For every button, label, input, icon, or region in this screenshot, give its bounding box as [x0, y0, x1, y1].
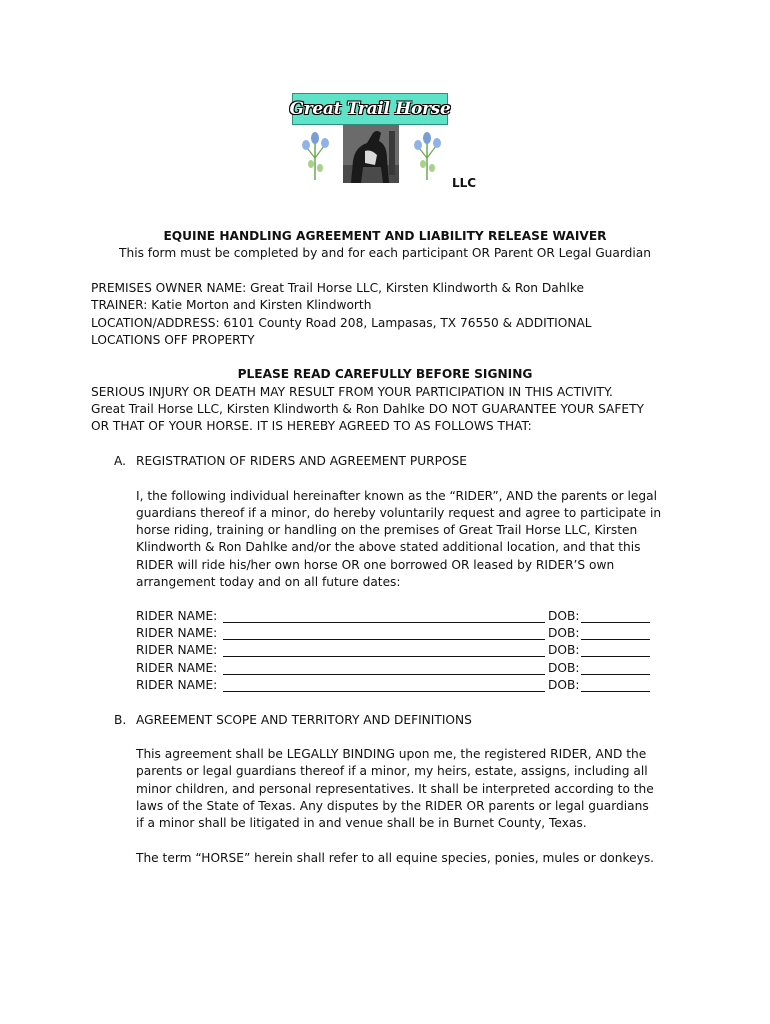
flower-left-icon: [300, 128, 330, 183]
section-a-text: I, the following individual hereinafter known as the “RIDER”, AND the parents or legal: [136, 489, 657, 503]
section-a-text: guardians thereof if a minor, do hereby voluntarily request and agree to participate in: [136, 506, 662, 520]
location-address-cont: LOCATIONS OFF PROPERTY: [91, 333, 255, 347]
rider-name-field[interactable]: [223, 639, 545, 640]
flower-right-icon: [412, 128, 442, 183]
horse-photo: [343, 125, 399, 183]
warning-heading: PLEASE READ CAREFULLY BEFORE SIGNING: [237, 367, 533, 381]
rider-name-field[interactable]: [223, 622, 545, 623]
document-subtitle: This form must be completed by and for each participant OR Parent OR Legal Guardian: [119, 246, 651, 260]
warning-line: OR THAT OF YOUR HORSE. IT IS HEREBY AGREED TO AS FOLLOWS THAT:: [91, 419, 532, 433]
dob-field[interactable]: [581, 674, 650, 675]
logo-text: Great Trail Horse: [289, 99, 451, 119]
section-a-text: horse riding, training or handling on the premises of Great Trail Horse LLC, Kirsten: [136, 523, 638, 537]
rider-name-field[interactable]: [223, 656, 545, 657]
rider-name-label: RIDER NAME:: [136, 609, 218, 623]
section-a-text: RIDER will ride his/her own horse OR one borrowed OR leased by RIDER’S own: [136, 558, 615, 572]
dob-field[interactable]: [581, 639, 650, 640]
document-title: EQUINE HANDLING AGREEMENT AND LIABILITY RELEASE WAIVER: [163, 229, 607, 243]
horse-definition: The term “HORSE” herein shall refer to all equine species, ponies, mules or donkeys.: [136, 851, 655, 865]
dob-field[interactable]: [581, 691, 650, 692]
premises-owner: PREMISES OWNER NAME: Great Trail Horse LLC, Kirsten Klindworth & Ron Dahlke: [91, 281, 584, 295]
section-a-marker: A.: [114, 454, 126, 468]
section-b-text: if a minor shall be litigated in and venue shall be in Burnet County, Texas.: [136, 816, 587, 830]
section-b-marker: B.: [114, 713, 127, 727]
section-a-text: Klindworth & Ron Dahlke and/or the above stated additional location, and that this: [136, 540, 641, 554]
section-a-heading: REGISTRATION OF RIDERS AND AGREEMENT PURPOSE: [136, 454, 467, 468]
warning-line: Great Trail Horse LLC, Kirsten Klindworth & Ron Dahlke DO NOT GUARANTEE YOUR SAFETY: [91, 402, 644, 416]
section-b-text: laws of the State of Texas. Any disputes by the RIDER OR parents or legal guardians: [136, 799, 649, 813]
dob-label: DOB:: [548, 678, 580, 692]
dob-label: DOB:: [548, 626, 580, 640]
section-b-heading: AGREEMENT SCOPE AND TERRITORY AND DEFINITIONS: [136, 713, 472, 727]
section-b-text: parents or legal guardians thereof if a minor, my heirs, estate, assigns, including all: [136, 764, 648, 778]
dob-field[interactable]: [581, 622, 650, 623]
logo-banner: [289, 93, 451, 125]
logo-llc: LLC: [452, 176, 477, 190]
warning-line: SERIOUS INJURY OR DEATH MAY RESULT FROM YOUR PARTICIPATION IN THIS ACTIVITY.: [91, 385, 613, 399]
section-a-text: arrangement today and on all future dates:: [136, 575, 401, 589]
dob-label: DOB:: [548, 609, 580, 623]
section-b-text: minor children, and personal representatives. It shall be interpreted according to the: [136, 782, 654, 796]
section-b-text: This agreement shall be LEGALLY BINDING upon me, the registered RIDER, AND the: [136, 747, 647, 761]
location-address: LOCATION/ADDRESS: 6101 County Road 208, Lampasas, TX 76550 & ADDITIONAL: [91, 316, 592, 330]
rider-name-label: RIDER NAME:: [136, 678, 218, 692]
dob-label: DOB:: [548, 661, 580, 675]
rider-name-label: RIDER NAME:: [136, 643, 218, 657]
dob-field[interactable]: [581, 656, 650, 657]
trainer: TRAINER: Katie Morton and Kirsten Klindworth: [91, 298, 372, 312]
rider-name-label: RIDER NAME:: [136, 626, 218, 640]
rider-name-field[interactable]: [223, 691, 545, 692]
rider-name-label: RIDER NAME:: [136, 661, 218, 675]
rider-name-field[interactable]: [223, 674, 545, 675]
dob-label: DOB:: [548, 643, 580, 657]
